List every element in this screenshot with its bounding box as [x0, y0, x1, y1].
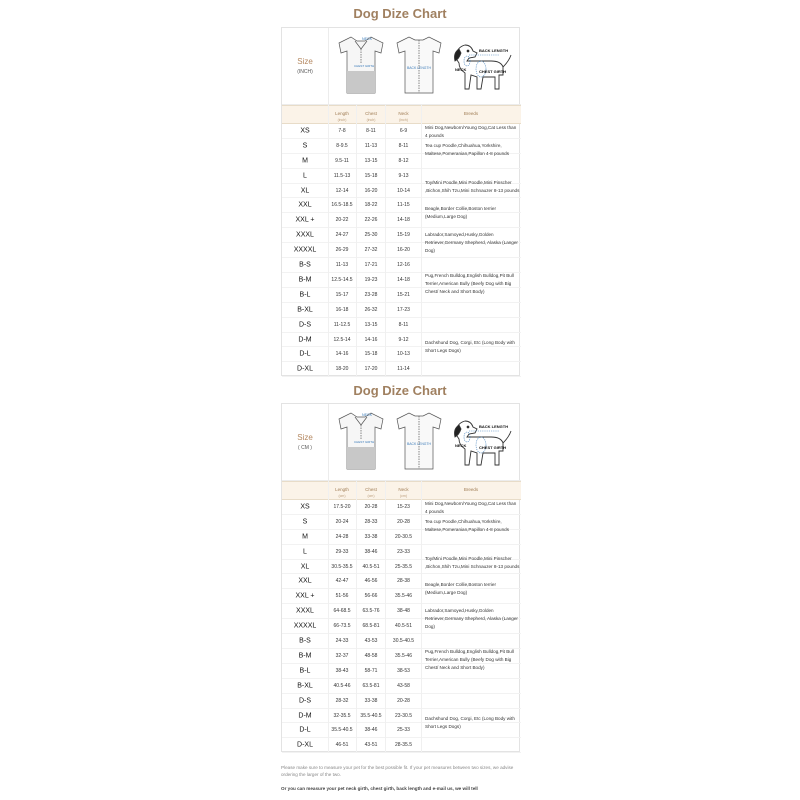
breed-group: Tea cup Poodle,Chihuahua,Yorkshire, Maltese,Pomeranian,Papillon 4-8 pounds — [422, 515, 520, 545]
size-cell: XS — [300, 127, 310, 135]
size-chart-table — [281, 403, 520, 752]
chest-cell: 11-13 — [364, 142, 378, 149]
hero-illustration — [331, 31, 517, 106]
measurement-note: Please make sure to measure your pet for the best possible fit. If your pet measures between two sizes, we advise ordering the larger of the two. — [281, 765, 514, 777]
size-unit-label — [282, 57, 328, 77]
size-cell: D-XL — [297, 365, 313, 373]
unit-label: ( CM ) — [298, 444, 312, 451]
column-header-neck — [386, 111, 421, 123]
garment-chest-label: CHEST GIRTH — [354, 440, 375, 444]
chest-cell: 35.5-40.5 — [360, 712, 382, 719]
size-label-text: Size — [297, 432, 313, 442]
dog-back-length-label: BACK LENGTH — [479, 48, 509, 53]
grid-line — [385, 481, 386, 753]
chest-cell: 56-66 — [364, 593, 378, 600]
dog-chest-girth-label: CHEST GIRTH — [479, 445, 507, 450]
shirt-back-drawing — [397, 413, 441, 469]
measurement-diagram — [331, 31, 517, 101]
neck-cell: 40.5-51 — [395, 623, 412, 630]
size-cell: L — [303, 172, 307, 180]
size-cell: D-M — [298, 336, 312, 344]
chest-cell: 8-11 — [366, 127, 376, 134]
breed-group: Tea cup Poodle,Chihuahua,Yorkshire, Maltese,Pomeranian,Papillon 4-8 pounds — [422, 139, 520, 169]
neck-cell: 6-9 — [399, 127, 408, 134]
size-cell: XXL + — [295, 592, 315, 600]
column-unit: (inch) — [399, 118, 408, 122]
neck-cell: 23-33 — [397, 548, 410, 555]
column-unit: (cm) — [338, 494, 346, 498]
chest-cell: 38-46 — [364, 548, 378, 555]
hero-illustration — [331, 407, 517, 482]
length-cell: 40.5-46 — [333, 682, 351, 689]
chest-cell: 27-32 — [364, 247, 378, 254]
size-cell: XS — [300, 503, 310, 511]
chest-cell: 19-23 — [364, 276, 378, 283]
column-header-breeds — [422, 111, 520, 117]
grid-line — [328, 105, 329, 377]
chest-cell: 68.5-81 — [362, 623, 380, 630]
column-header-text: Breeds — [463, 111, 479, 116]
neck-cell: 15-21 — [397, 291, 410, 298]
length-cell: 32-37 — [335, 652, 349, 659]
length-cell: 35.5-40.5 — [331, 727, 353, 734]
neck-cell: 15-19 — [397, 232, 410, 239]
chest-cell: 13-15 — [364, 321, 378, 328]
size-cell: B-M — [298, 652, 312, 660]
chest-cell: 48-58 — [364, 652, 378, 659]
neck-cell: 9-13 — [398, 172, 409, 179]
column-header-neck — [386, 487, 421, 499]
column-header-length — [328, 487, 356, 499]
neck-cell: 14-18 — [397, 217, 410, 224]
neck-cell: 38-53 — [397, 667, 410, 674]
neck-cell: 25-33 — [397, 727, 410, 734]
length-cell: 16.5-18.5 — [331, 202, 353, 209]
grid-line — [328, 481, 329, 753]
neck-cell: 28-35.5 — [395, 742, 412, 749]
grid-line — [356, 481, 357, 753]
chest-cell: 43-53 — [364, 638, 378, 645]
size-cell: B-S — [299, 637, 311, 645]
breed-group: Mini Dog,Newborn/Young Dog,Cat Less than 4 pounds — [422, 124, 520, 139]
size-cell: B-L — [299, 667, 311, 675]
chest-cell: 22-26 — [364, 217, 378, 224]
neck-cell: 20-30.5 — [395, 533, 412, 540]
garment-chest-label: CHEST GIRTH — [354, 64, 375, 68]
chart-title: Dog Dize Chart — [353, 383, 447, 398]
length-cell: 32-35.5 — [333, 712, 351, 719]
neck-cell: 38-48 — [397, 608, 410, 615]
breed-group: Pug,French Bulldog,English Bulldog,Pit Bull Terrier,American Bully (Beefy Dog with Big Chest/ Neck and Short Body) — [422, 634, 520, 694]
column-header-chest — [357, 111, 385, 123]
neck-cell: 8-11 — [398, 321, 409, 328]
length-cell: 17.5-20 — [333, 503, 351, 510]
neck-cell: 35.5-46 — [395, 652, 412, 659]
column-unit: (inch) — [366, 118, 376, 122]
dog-neck-label: NECK — [455, 443, 467, 448]
grid-line — [421, 481, 422, 753]
neck-cell: 17-23 — [397, 306, 410, 313]
dog-back-length-label: BACK LENGTH — [479, 424, 509, 429]
length-cell: 29-33 — [335, 548, 349, 555]
length-cell: 46-51 — [335, 742, 349, 749]
chest-cell: 25-30 — [364, 232, 378, 239]
neck-cell: 20-28 — [397, 697, 410, 704]
column-header-row — [282, 481, 521, 500]
chart-hero — [282, 404, 521, 481]
chest-cell: 15-18 — [364, 351, 378, 358]
length-cell: 7-8 — [338, 127, 346, 134]
chest-cell: 40.5-51 — [362, 563, 380, 570]
size-cell: D-M — [298, 712, 312, 720]
neck-cell: 8-11 — [398, 142, 409, 149]
size-label-text: Size — [297, 56, 313, 66]
size-cell: XXXL — [296, 231, 314, 239]
size-cell: XXL — [298, 577, 312, 585]
length-cell: 38-43 — [335, 667, 349, 674]
column-header-text: Chest — [365, 487, 377, 492]
chest-cell: 38-46 — [364, 727, 378, 734]
dog-neck-label: NECK — [455, 67, 467, 72]
length-cell: 42-47 — [335, 578, 349, 585]
size-cell: XXL — [298, 201, 312, 209]
size-cell: XXXXL — [293, 622, 317, 630]
shirt-back-drawing — [397, 37, 441, 93]
neck-cell: 11-15 — [397, 202, 410, 209]
length-cell: 12.5-14.5 — [331, 276, 353, 283]
column-header-text: Breeds — [463, 487, 479, 492]
size-cell: S — [302, 518, 308, 526]
breed-group: Beagle,Border Collie,Boston terrier (Medium,Large Dog) — [422, 575, 520, 605]
length-cell: 18-20 — [335, 366, 349, 373]
neck-cell: 20-28 — [397, 518, 410, 525]
chest-cell: 33-38 — [364, 697, 378, 704]
chest-cell: 17-20 — [364, 366, 378, 373]
neck-cell: 10-14 — [397, 187, 410, 194]
length-cell: 28-32 — [335, 697, 349, 704]
column-unit: (inch) — [337, 118, 347, 122]
neck-cell: 23-30.5 — [395, 712, 412, 719]
neck-label: NECK — [362, 37, 372, 41]
neck-label: NECK — [362, 413, 372, 417]
hero-divider — [328, 28, 329, 104]
neck-cell: 28-38 — [397, 578, 410, 585]
chest-cell: 13-15 — [364, 157, 378, 164]
measurement-diagram — [331, 407, 517, 477]
length-cell: 11-12.5 — [333, 321, 351, 328]
size-cell: XL — [300, 563, 310, 571]
length-cell: 11-13 — [335, 262, 349, 269]
length-cell: 66-73.5 — [333, 623, 351, 630]
size-cell: B-S — [299, 261, 311, 269]
chest-cell: 46-56 — [364, 578, 378, 585]
neck-cell: 11-14 — [397, 366, 410, 373]
chest-cell: 18-22 — [364, 202, 378, 209]
chest-cell: 63.5-81 — [362, 682, 380, 689]
chest-cell: 23-28 — [364, 291, 378, 298]
size-unit-label — [282, 433, 328, 453]
breed-group: Mini Dog,Newborn/Young Dog,Cat Less than 4 pounds — [422, 500, 520, 515]
breed-group: Toy/Mini Poodle,Mini Poodle,Mini Pinscher ,Bichon,Shih Tzu,Mini Schnauzer 8-13 pounds — [422, 545, 520, 590]
breed-group: Dachshund Dog, Corgi, Etc (Long Body with Short Legs Dogs) — [422, 694, 520, 754]
neck-cell: 9-12 — [398, 336, 409, 343]
chart-hero — [282, 28, 521, 105]
breed-group: Dachshund Dog, Corgi, Etc (Long Body with Short Legs Dogs) — [422, 318, 520, 378]
size-cell: M — [302, 157, 308, 165]
chest-cell: 17-21 — [364, 262, 378, 269]
column-header-chest — [357, 487, 385, 499]
length-cell: 16-18 — [335, 306, 349, 313]
neck-cell: 43-58 — [397, 682, 410, 689]
size-cell: XXXL — [296, 607, 314, 615]
column-header-text: Chest — [365, 111, 377, 116]
length-cell: 8-9.5 — [336, 142, 348, 149]
length-cell: 64-68.5 — [333, 608, 351, 615]
length-cell: 14-16 — [335, 351, 349, 358]
column-header-text: Length — [335, 111, 349, 116]
size-cell: D-L — [299, 350, 311, 358]
breed-group: Labrador,Samoyed,Husky,Golden Retriever,Germany Shepherd, Alaska (Langer Dog) — [422, 228, 520, 258]
chest-cell: 14-16 — [364, 336, 378, 343]
length-cell: 24-27 — [335, 232, 349, 239]
garment-back-length-label: BACK LENGTH — [407, 442, 431, 446]
garment-back-length-label: BACK LENGTH — [407, 66, 431, 70]
column-header-text: Neck — [398, 111, 409, 116]
neck-cell: 35.5-46 — [395, 593, 412, 600]
column-header-breeds — [422, 487, 520, 493]
size-cell: B-XL — [297, 682, 313, 690]
grid-line — [421, 105, 422, 377]
chest-cell: 28-33 — [364, 518, 378, 525]
size-cell: B-XL — [297, 306, 313, 314]
size-chart-table — [281, 27, 520, 376]
neck-cell: 16-20 — [397, 247, 410, 254]
length-cell: 12-14 — [335, 187, 349, 194]
hero-divider — [328, 404, 329, 480]
chest-cell: 33-38 — [364, 533, 378, 540]
neck-cell: 30.5-40.5 — [392, 638, 415, 645]
length-cell: 51-56 — [335, 593, 349, 600]
length-cell: 24-28 — [335, 533, 349, 540]
column-header-text: Neck — [398, 487, 409, 492]
chest-cell: 20-28 — [364, 503, 378, 510]
size-cell: L — [303, 548, 307, 556]
measurement-contact-note: Or you can measure your pet neck girth, chest girth, back length and e-mail us, we will tell — [281, 786, 478, 791]
neck-cell: 10-13 — [397, 351, 410, 358]
size-cell: D-S — [298, 697, 312, 705]
size-cell: D-L — [299, 726, 311, 734]
size-cell: D-S — [298, 321, 312, 329]
size-cell: XL — [300, 187, 310, 195]
chest-cell: 63.5-76 — [362, 608, 380, 615]
length-cell: 20-24 — [335, 518, 349, 525]
neck-cell: 8-12 — [398, 157, 409, 164]
column-header-row — [282, 105, 521, 124]
column-unit: (cm) — [400, 494, 407, 498]
neck-cell: 12-16 — [397, 262, 410, 269]
neck-cell: 15-23 — [397, 503, 410, 510]
length-cell: 12.5-14 — [333, 336, 351, 343]
length-cell: 30.5-35.5 — [331, 563, 353, 570]
length-cell: 9.5-11 — [335, 157, 349, 164]
length-cell: 11.5-13 — [333, 172, 351, 179]
column-unit: (cm) — [367, 494, 375, 498]
breed-group: Toy/Mini Poodle,Mini Poodle,Mini Pinscher ,Bichon,Shih Tzu,Mini Schnauzer 8-13 pounds — [422, 169, 520, 214]
size-cell: M — [302, 533, 308, 541]
chart-title: Dog Dize Chart — [353, 6, 447, 21]
size-cell: XXL + — [295, 216, 315, 224]
length-cell: 15-17 — [335, 291, 349, 298]
dog-chest-girth-label: CHEST GIRTH — [479, 69, 507, 74]
length-cell: 20-22 — [335, 217, 349, 224]
grid-line — [385, 105, 386, 377]
chest-cell: 58-71 — [364, 667, 378, 674]
grid-line — [356, 105, 357, 377]
breed-group: Beagle,Border Collie,Boston terrier (Medium,Large Dog) — [422, 199, 520, 229]
size-cell: XXXXL — [293, 246, 317, 254]
column-header-length — [328, 111, 356, 123]
size-cell: S — [302, 142, 308, 150]
size-cell: D-XL — [297, 741, 313, 749]
neck-cell: 14-18 — [397, 276, 410, 283]
unit-label: (INCH) — [297, 68, 313, 75]
chest-cell: 26-32 — [364, 306, 378, 313]
length-cell: 26-29 — [335, 247, 349, 254]
chest-cell: 16-20 — [364, 187, 378, 194]
size-cell: B-L — [299, 291, 311, 299]
chest-cell: 15-18 — [364, 172, 378, 179]
breed-group: Labrador,Samoyed,Husky,Golden Retriever,Germany Shepherd, Alaska (Langer Dog) — [422, 604, 520, 634]
column-header-text: Length — [335, 487, 349, 492]
breed-group: Pug,French Bulldog,English Bulldog,Pit Bull Terrier,American Bully (Beefy Dog with Big Chest/ Neck and Short Body) — [422, 258, 520, 318]
neck-cell: 25-35.5 — [395, 563, 412, 570]
chest-cell: 43-51 — [364, 742, 378, 749]
size-cell: B-M — [298, 276, 312, 284]
length-cell: 24-33 — [335, 638, 349, 645]
